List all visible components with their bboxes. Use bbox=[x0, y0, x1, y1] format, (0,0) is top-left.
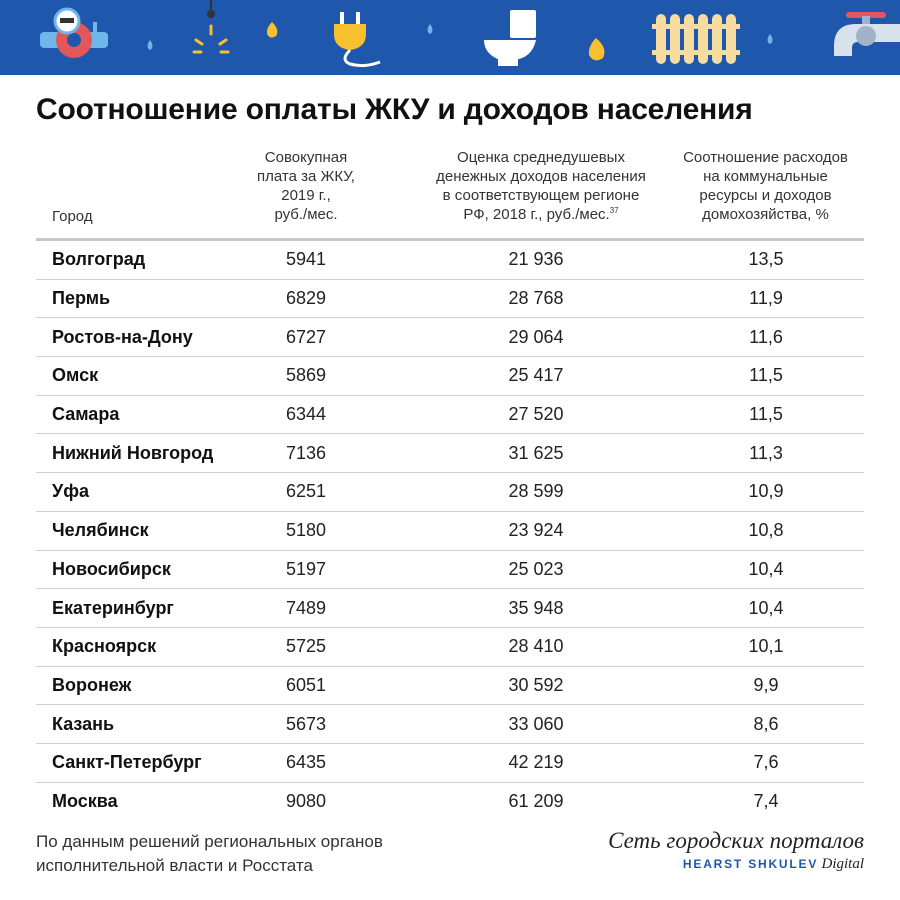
ratio-cell: 10,1 bbox=[748, 636, 784, 657]
page-title: Соотношение оплаты ЖКУ и доходов населения bbox=[36, 93, 753, 126]
payment-cell: 9080 bbox=[285, 791, 327, 812]
table-row bbox=[36, 280, 864, 319]
city-cell: Красноярск bbox=[52, 636, 157, 657]
ratio-cell: 11,3 bbox=[749, 442, 783, 463]
ratio-cell: 11,9 bbox=[749, 288, 783, 309]
income-cell: 29 064 bbox=[508, 326, 564, 347]
water-meter-icon bbox=[40, 9, 108, 58]
table-header bbox=[36, 146, 864, 238]
ratio-cell: 10,9 bbox=[748, 481, 784, 502]
utility-banner bbox=[0, 0, 900, 75]
payment-cell: 5197 bbox=[285, 558, 327, 579]
city-cell: Уфа bbox=[52, 481, 89, 502]
source-note: По данным решений региональных органов исполнительной власти и Росстата bbox=[36, 832, 383, 875]
payment-cell: 6251 bbox=[285, 481, 327, 502]
publisher-logo bbox=[608, 828, 864, 873]
payment-cell: 5180 bbox=[285, 520, 327, 541]
city-cell: Пермь bbox=[52, 288, 111, 309]
city-cell: Екатеринбург bbox=[52, 597, 174, 618]
header-ratio: Соотношение расходов на коммунальные ресурсы и доходов домохозяйства, % bbox=[683, 149, 848, 223]
income-cell: 35 948 bbox=[508, 597, 564, 618]
ratio-cell: 13,5 bbox=[748, 249, 784, 270]
table-row bbox=[36, 473, 864, 512]
payment-cell: 6829 bbox=[285, 288, 327, 309]
payment-cell: 6344 bbox=[285, 404, 327, 425]
income-cell: 23 924 bbox=[508, 520, 564, 541]
header-payment: Совокупная плата за ЖКУ, 2019 г., руб./мес. bbox=[257, 149, 355, 223]
ratio-cell: 7,4 bbox=[753, 791, 779, 812]
income-cell: 30 592 bbox=[508, 674, 564, 695]
radiator-icon bbox=[652, 14, 740, 64]
flame-icon bbox=[267, 22, 605, 60]
toilet-icon bbox=[484, 10, 536, 66]
city-cell: Нижний Новгород bbox=[52, 442, 214, 463]
payment-cell: 6727 bbox=[285, 326, 327, 347]
city-cell: Казань bbox=[52, 713, 115, 734]
table-row bbox=[36, 434, 864, 473]
income-cell: 31 625 bbox=[508, 442, 564, 463]
city-cell: Челябинск bbox=[52, 520, 149, 541]
logo-title: Сеть городских порталов bbox=[608, 828, 864, 853]
ratio-cell: 10,4 bbox=[748, 597, 784, 618]
table-row bbox=[36, 357, 864, 396]
payment-cell: 6435 bbox=[285, 752, 327, 773]
table-row bbox=[36, 744, 864, 783]
income-cell: 33 060 bbox=[508, 713, 564, 734]
city-cell: Москва bbox=[52, 791, 118, 812]
table-row bbox=[36, 705, 864, 744]
ratio-cell: 11,6 bbox=[749, 326, 783, 347]
ratio-cell: 8,6 bbox=[753, 713, 779, 734]
payment-cell: 5869 bbox=[285, 365, 327, 386]
table-body bbox=[36, 241, 864, 821]
income-cell: 61 209 bbox=[508, 791, 564, 812]
table-row bbox=[36, 783, 864, 822]
ratio-cell: 10,4 bbox=[748, 558, 784, 579]
light-bulb-icon bbox=[194, 0, 228, 52]
ratio-cell: 7,6 bbox=[753, 752, 779, 773]
electric-plug-icon bbox=[334, 12, 380, 66]
ratio-cell: 9,9 bbox=[753, 674, 779, 695]
city-cell: Санкт-Петербург bbox=[52, 752, 202, 773]
city-cell: Ростов-на-Дону bbox=[52, 326, 193, 347]
table-row bbox=[36, 628, 864, 667]
payment-cell: 6051 bbox=[285, 674, 327, 695]
city-cell: Волгоград bbox=[52, 249, 146, 270]
footnote-marker: 37 bbox=[609, 206, 619, 215]
payment-cell: 5673 bbox=[285, 713, 327, 734]
header-city: Город bbox=[52, 208, 93, 225]
water-tap-icon bbox=[834, 12, 900, 56]
income-cell: 28 768 bbox=[508, 288, 564, 309]
ratio-cell: 11,5 bbox=[749, 365, 783, 386]
income-cell: 25 023 bbox=[508, 558, 564, 579]
income-cell: 25 417 bbox=[508, 365, 564, 386]
city-cell: Новосибирск bbox=[52, 558, 171, 579]
city-cell: Омск bbox=[52, 365, 99, 386]
payment-cell: 5725 bbox=[285, 636, 327, 657]
ratio-cell: 11,5 bbox=[749, 404, 783, 425]
table-row bbox=[36, 396, 864, 435]
income-cell: 21 936 bbox=[508, 249, 564, 270]
table-row bbox=[36, 667, 864, 706]
city-cell: Самара bbox=[52, 404, 120, 425]
table-row bbox=[36, 241, 864, 280]
income-cell: 28 599 bbox=[508, 481, 564, 502]
payment-cell: 7489 bbox=[285, 597, 327, 618]
income-cell: 28 410 bbox=[508, 636, 564, 657]
income-cell: 27 520 bbox=[508, 404, 564, 425]
income-cell: 42 219 bbox=[508, 752, 564, 773]
logo-subtitle: HEARST SHKULEV Digital bbox=[682, 856, 864, 872]
table-row bbox=[36, 589, 864, 628]
payment-cell: 7136 bbox=[285, 442, 327, 463]
table-row bbox=[36, 318, 864, 357]
table-row bbox=[36, 551, 864, 590]
table-row bbox=[36, 512, 864, 551]
header-income: Оценка среднедушевых денежных доходов населения в соответствующем регионе РФ, 2018 г., руб./мес.$^{37}$ bbox=[436, 149, 646, 223]
ratio-cell: 10,8 bbox=[748, 520, 784, 541]
city-cell: Воронеж bbox=[52, 674, 132, 695]
payment-cell: 5941 bbox=[285, 249, 327, 270]
